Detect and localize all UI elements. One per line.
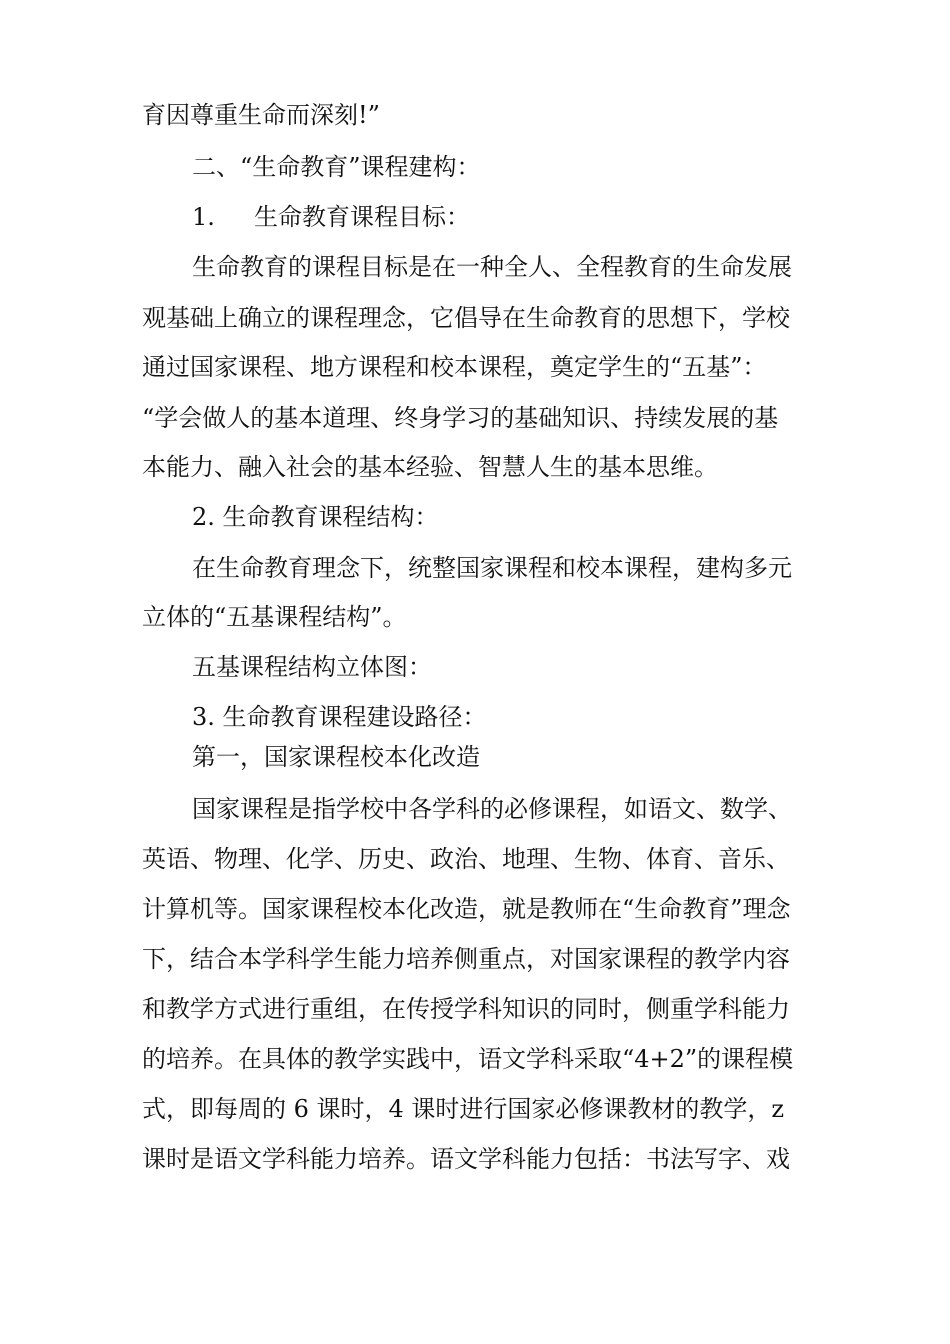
paragraph-line: 国家课程是指学校中各学科的必修课程，如语文、数学、 (192, 795, 792, 823)
paragraph-line: 下，结合本学科学生能力培养侧重点，对国家课程的教学内容 (142, 945, 790, 973)
heading-text: 生命教育课程目标： (254, 203, 470, 231)
text-line: 育因尊重生命而深刻!” (142, 101, 380, 129)
paragraph-line: 第一，国家课程校本化改造 (192, 743, 480, 771)
paragraph-line: 立体的“五基课程结构”。 (142, 603, 407, 631)
paragraph-line: 在生命教育理念下，统整国家课程和校本课程，建构多元 (192, 554, 792, 582)
heading-number: 1. (192, 203, 215, 231)
subsection-heading (192, 197, 892, 237)
paragraph-line: 通过国家课程、地方课程和校本课程，奠定学生的“五基”： (142, 353, 767, 381)
paragraph-line: 英语、物理、化学、历史、政治、地理、生物、体育、音乐、 (142, 845, 790, 873)
subsection-heading: 2. 生命教育课程结构： (192, 503, 439, 531)
paragraph-line: 式，即每周的 6 课时，4 课时进行国家必修课教材的教学，z (142, 1095, 785, 1123)
paragraph-line: 生命教育的课程目标是在一种全人、全程教育的生命发展 (192, 253, 792, 281)
paragraph-line: 观基础上确立的课程理念，它倡导在生命教育的思想下，学校 (142, 304, 790, 332)
paragraph-line: 五基课程结构立体图： (192, 653, 432, 681)
paragraph-line: 的培养。在具体的教学实践中，语文学科采取“4+2”的课程模 (142, 1045, 794, 1073)
paragraph-line: 和教学方式进行重组，在传授学科知识的同时，侧重学科能力 (142, 995, 790, 1023)
section-heading: 二、“生命教育”课程建构： (192, 153, 481, 181)
paragraph-line: 计算机等。国家课程校本化改造，就是教师在“生命教育”理念 (142, 895, 791, 923)
paragraph-line: “学会做人的基本道理、终身学习的基础知识、持续发展的基 (142, 404, 779, 432)
paragraph-line: 课时是语文学科能力培养。语文学科能力包括：书法写字、戏 (142, 1145, 790, 1173)
subsection-heading: 3. 生命教育课程建设路径： (192, 703, 487, 731)
paragraph-line: 本能力、融入社会的基本经验、智慧人生的基本思维。 (142, 453, 718, 481)
